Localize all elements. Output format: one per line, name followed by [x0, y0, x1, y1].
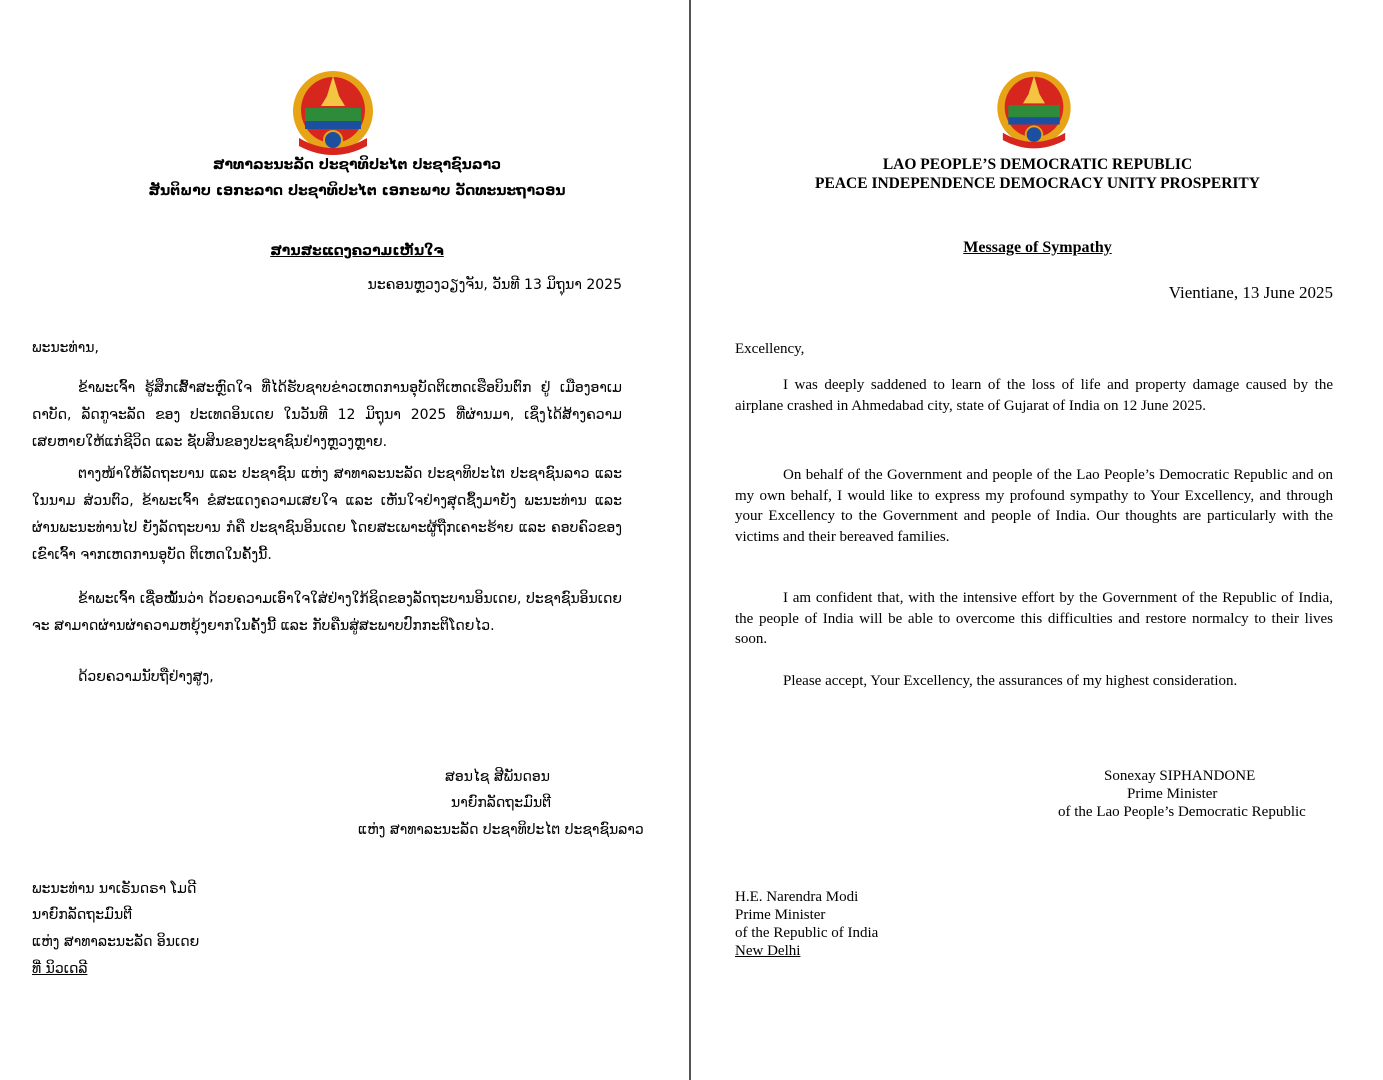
lao-title: ສານສະແດງຄວາມເຫັນໃຈ — [270, 243, 444, 259]
lao-addressee-title: ນາຍົກລັດຖະມົນຕີ — [32, 907, 133, 923]
english-date: Vientiane, 13 June 2025 — [1168, 283, 1333, 302]
lao-addressee-name: ພະນະທ່ານ ນາເຣັນດຣາ ໂມດີ — [32, 881, 197, 897]
lao-paragraph-1: ຂ້າພະເຈົ້າ ຮູ້ສຶກເສົ້າສະຫຼົດໃຈ ທີ່ໄດ້ຮັບຊາບຂ່າວເຫດການອຸບັດຕິເຫດເຮືອບິນຕົກ ຢູ່ ເມືອງອາເມດາບັດ, ລັດກູຈະລັດ ຂອງ ປະເທດອິນເດຍ ໃນວັນທີ 12 ມິຖຸນາ 2025 ທີ່ຜ່ານມາ, ເຊິ່ງໄດ້ສ້າງຄວາມເສຍຫາຍໃຫ້ແກ່ຊີວິດ ແລະ ຊັບສິນຂອງປະຊາຊົນຢ່າງຫຼວງຫຼາຍ. — [32, 380, 622, 450]
english-paragraph-2: On behalf of the Government and people of the Lao People’s Democratic Republic and on my own behalf, I would like to express my profound sympathy to Your Excellency, and through your Excellency to the Government and people of India. Our thoughts are particularly with the victims and their bereaved families. — [735, 467, 1333, 545]
emblem-dam — [1008, 117, 1059, 124]
lao-paragraph-2: ຕາງໜ້າໃຫ້ລັດຖະບານ ແລະ ປະຊາຊົນ ແຫ່ງ ສາທາລະນະລັດ ປະຊາທິປະໄຕ ປະຊາຊົນລາວ ແລະ ໃນນາມ ສ່ວນຕົວ, ຂ້າພະເຈົ້າ ຂໍສະແດງຄວາມເສຍໃຈ ແລະ ເຫັນໃຈຢ່າງສຸດຊຶ້ງມາຍັງ ພະນະທ່ານ ແລະ ຜ່ານພະນະທ່ານໄປ ຍັງລັດຖະບານ ກໍຄື ປະຊາຊົນອິນເດຍ ໂດຍສະເພາະຜູ້ຖືກເຄາະຮ້າຍ ແລະ ຄອບຄົວຂອງເຂົາເຈົ້າ ຈາກເຫດການອຸບັດ ຕິເຫດໃນຄັ້ງນີ້. — [32, 466, 622, 563]
english-signatory-name: Sonexay SIPHANDONE — [1104, 768, 1256, 784]
lao-closing: ດ້ວຍຄວາມນັບຖືຢ່າງສູງ, — [78, 669, 214, 685]
lao-addressee-country: ແຫ່ງ ສາທາລະນະລັດ ອິນເດຍ — [32, 934, 200, 950]
lao-date: ນະຄອນຫຼວງວຽງຈັນ, ວັນທີ 13 ມິຖຸນາ 2025 — [367, 277, 622, 293]
english-addressee-city: New Delhi — [735, 943, 801, 959]
lao-signatory-title: ນາຍົກລັດຖະມົນຕີ — [451, 795, 552, 811]
lao-country-line: ສາທາລະນະລັດ ປະຊາທິປະໄຕ ປະຊາຊົນລາວ — [212, 157, 502, 173]
english-salutation: Excellency, — [735, 341, 805, 357]
lao-signatory-name: ສອນໄຊ ສີພັນດອນ — [445, 769, 550, 785]
english-paragraph-4: Please accept, Your Excellency, the assurances of my highest consideration. — [783, 673, 1238, 689]
english-country-line: LAO PEOPLE’S DEMOCRATIC REPUBLIC — [882, 156, 1193, 173]
english-addressee-title: Prime Minister — [735, 907, 826, 923]
english-letter-page — [692, 0, 1383, 1080]
lao-letter-page — [0, 0, 690, 1080]
english-addressee-country: of the Republic of India — [735, 925, 879, 941]
lao-addressee-city: ທີ່ ນິວເດລີ — [32, 961, 88, 977]
emblem-field — [1008, 105, 1059, 118]
english-signatory-country: of the Lao People’s Democratic Republic — [1058, 804, 1306, 820]
state-emblem — [990, 66, 1078, 150]
english-signatory-title: Prime Minister — [1127, 786, 1218, 802]
english-title: Message of Sympathy — [963, 239, 1112, 256]
lao-motto-line: ສັນຕິພາບ ເອກະລາດ ປະຊາທິປະໄຕ ເອກະພາບ ວັດທະນະຖາວອນ — [148, 183, 566, 199]
lao-salutation: ພະນະທ່ານ, — [32, 340, 99, 356]
emblem-gear — [1026, 126, 1043, 143]
state-emblem — [285, 66, 381, 156]
lao-signatory-country: ແຫ່ງ ສາທາລະນະລັດ ປະຊາທິປະໄຕ ປະຊາຊົນລາວ — [358, 822, 644, 838]
english-addressee-name: H.E. Narendra Modi — [735, 889, 859, 905]
english-paragraph-1: I was deeply saddened to learn of the loss of life and property damage caused by the airplane crashed in Ahmedabad city, state of Gujarat of India on 12 June 2025. — [735, 377, 1333, 414]
emblem-field — [305, 108, 361, 122]
emblem-gear — [324, 131, 342, 149]
english-paragraph-3: I am confident that, with the intensive effort by the Government of the Republic of India, the people of India will be able to overcome this difficulties and restore normalcy to their lives soon. — [735, 590, 1333, 647]
english-motto-line: PEACE INDEPENDENCE DEMOCRACY UNITY PROSPERITY — [815, 175, 1260, 192]
emblem-dam — [305, 121, 361, 129]
lao-paragraph-3: ຂ້າພະເຈົ້າ ເຊື່ອໝັ້ນວ່າ ດ້ວຍຄວາມເອົາໃຈໃສ່ຢ່າງໃກ້ຊິດຂອງລັດຖະບານອິນເດຍ, ປະຊາຊົນອິນເດຍ ຈະ ສາມາດຜ່ານຜ່າຄວາມຫຍຸ້ງຍາກໃນຄັ້ງນີ້ ແລະ ກັບຄືນສູ່ສະພາບປົກກະຕິໂດຍໄວ. — [32, 591, 622, 634]
